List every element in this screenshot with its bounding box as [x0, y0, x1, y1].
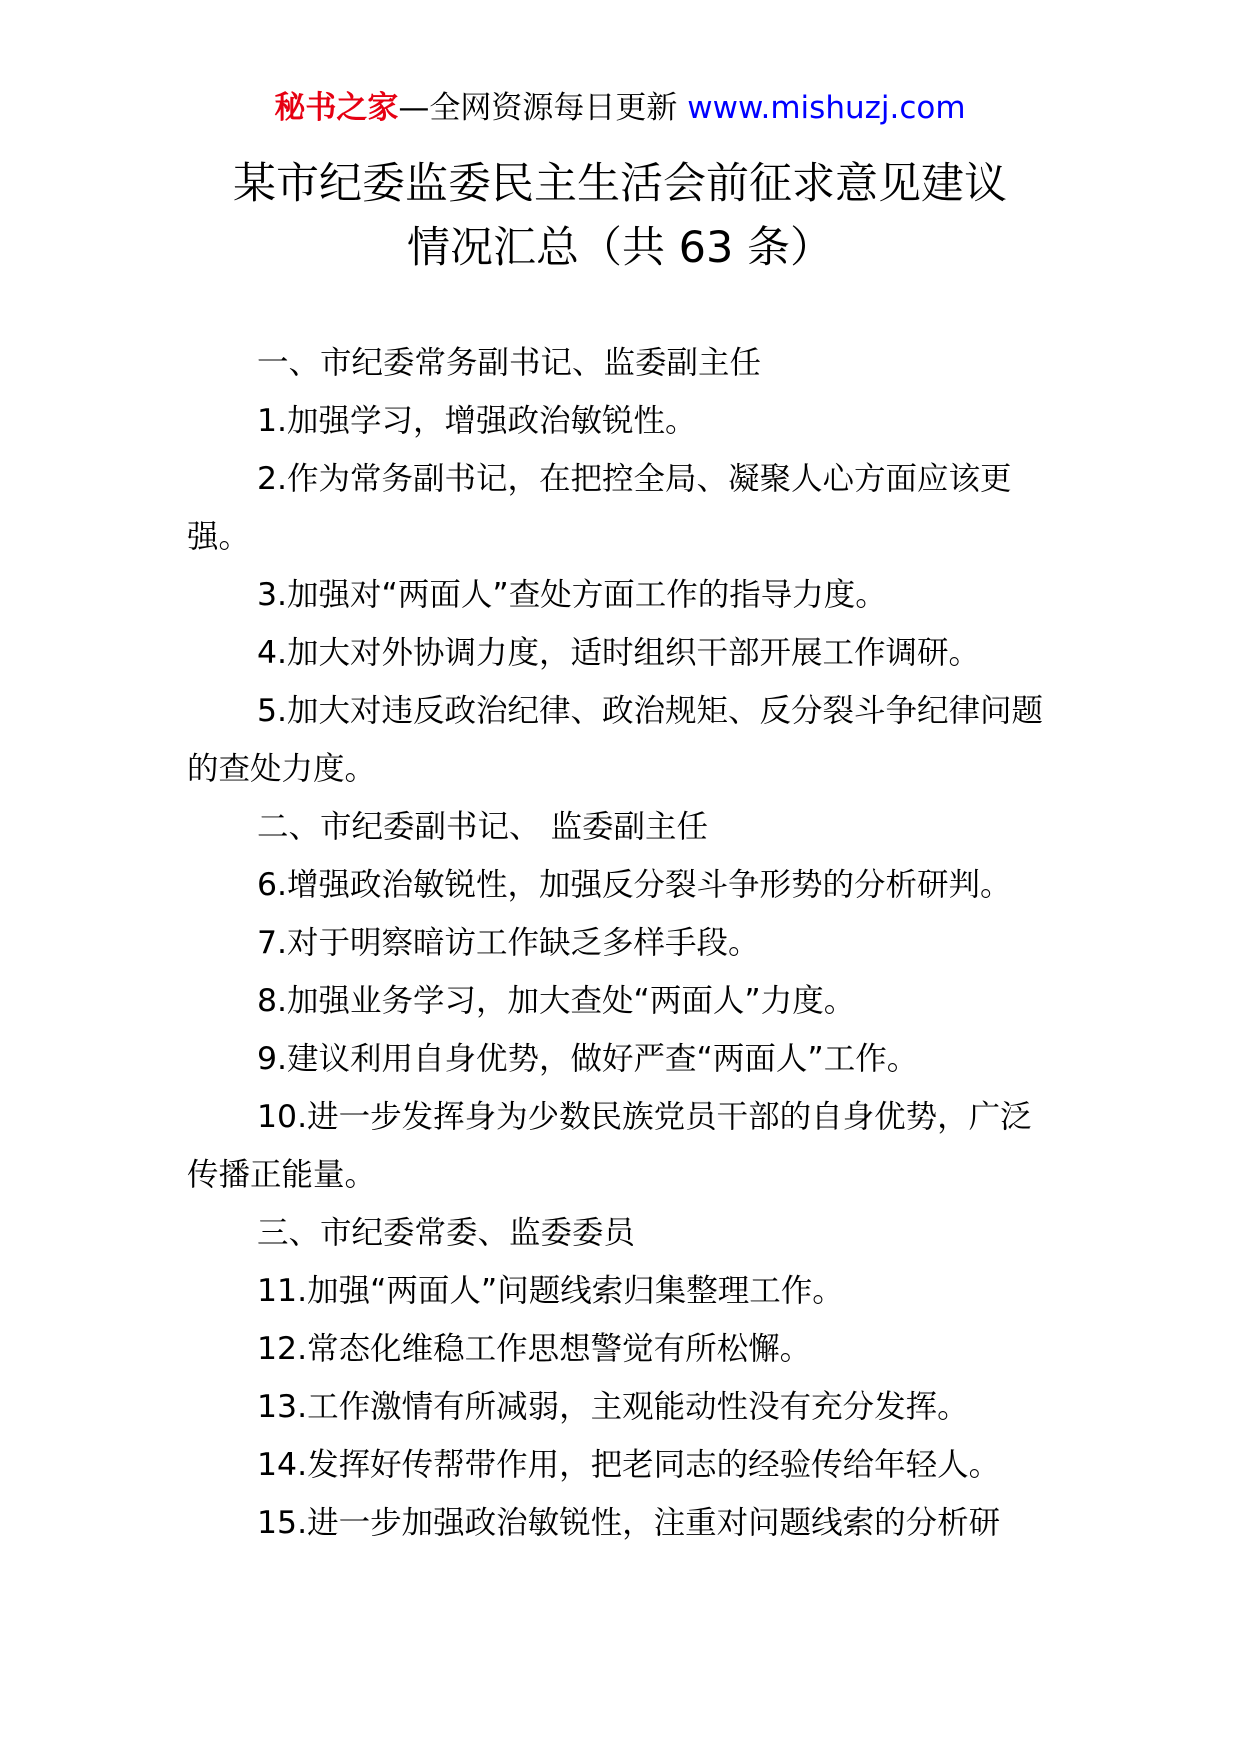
- list-item: 2.作为常务副书记，在把控全局、凝聚人心方面应该更强。: [187, 461, 1012, 555]
- brand-name: 秘书之家: [274, 90, 399, 126]
- document-body: [187, 334, 1057, 1552]
- title-line-2: 情况汇总（共 63 条）: [406, 223, 834, 273]
- list-item: 5.加大对违反政治纪律、政治规矩、反分裂斗争纪律问题的查处力度。: [187, 693, 1044, 787]
- list-item: 13.工作激情有所减弱，主观能动性没有充分发挥。: [257, 1389, 969, 1425]
- site-url-link[interactable]: www.mishuzj.com: [687, 90, 966, 126]
- list-item: 15.进一步加强政治敏锐性，注重对问题线索的分析研: [257, 1505, 1001, 1541]
- list-item: 6.增强政治敏锐性，加强反分裂斗争形势的分析研判。: [257, 867, 1012, 903]
- title-line-1: 某市纪委监委民主生活会前征求意见建议: [233, 159, 1007, 209]
- list-item: 11.加强“两面人”问题线索归集整理工作。: [257, 1273, 844, 1309]
- list-item: 4.加大对外协调力度，适时组织干部开展工作调研。: [257, 635, 981, 671]
- list-item: 8.加强业务学习，加大查处“两面人”力度。: [257, 983, 856, 1019]
- list-item: 9.建议利用自身优势，做好严查“两面人”工作。: [257, 1041, 919, 1077]
- list-item: 3.加强对“两面人”查处方面工作的指导力度。: [257, 577, 887, 613]
- list-item: 1.加强学习，增强政治敏锐性。: [257, 403, 697, 439]
- section-heading-1: 一、市纪委常务副书记、监委副主任: [257, 345, 762, 381]
- list-item: 10.进一步发挥身为少数民族党员干部的自身优势，广泛传播正能量。: [187, 1099, 1032, 1193]
- section-heading-2: 二、市纪委副书记、 监委副主任: [257, 809, 709, 845]
- section-heading-3: 三、市纪委常委、监委委员: [257, 1215, 636, 1251]
- site-banner: [0, 88, 1240, 128]
- list-item: 7.对于明察暗访工作缺乏多样手段。: [257, 925, 760, 961]
- list-item: 14.发挥好传帮带作用，把老同志的经验传给年轻人。: [257, 1447, 1001, 1483]
- list-item: 12.常态化维稳工作思想警觉有所松懈。: [257, 1331, 812, 1367]
- document-title: [0, 152, 1240, 280]
- banner-tagline: —全网资源每日更新: [398, 90, 678, 126]
